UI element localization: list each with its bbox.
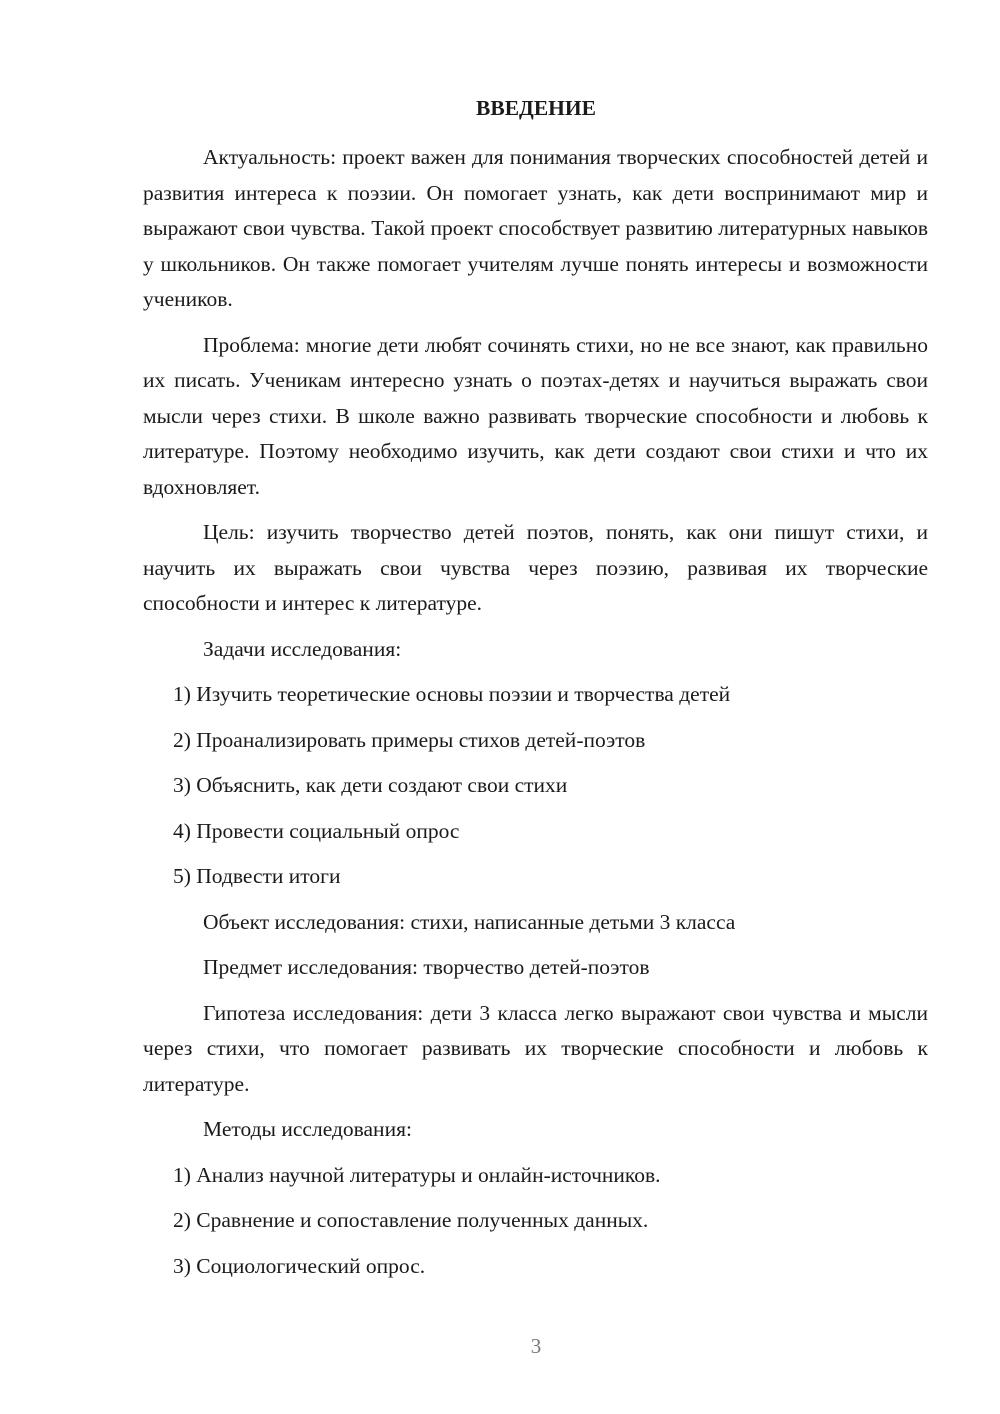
relevance-paragraph: Актуальность: проект важен для понимания творческих способностей детей и развития интереса к поэзии. Он помогает узнать, как дети воспринимают мир и выражают свои чувства. Такой проект способствует развитию литературных навыков у школьников. Он также помогает учителям лучше понять интересы и возможности учеников. — [143, 145, 928, 311]
methods-heading: Методы исследования: — [203, 1117, 412, 1141]
object-paragraph: Объект исследования: стихи, написанные детьми 3 класса — [203, 909, 736, 934]
goal-paragraph: Цель: изучить творчество детей поэтов, понять, как они пишут стихи, и научить их выражать свои чувства через поэзию, развивая их творческие способности и интерес к литературе. — [143, 520, 928, 615]
document-body — [143, 140, 928, 1284]
tasks-heading: Задачи исследования: — [203, 636, 402, 661]
page-number: 3 — [530, 1334, 542, 1358]
page-title: ВВЕДЕНИЕ — [476, 96, 596, 120]
method-item: 2) Сравнение и сопоставление полученных данных. — [173, 1208, 649, 1232]
problem-paragraph: Проблема: многие дети любят сочинять стихи, но не все знают, как правильно их писать. Ученикам интересно узнать о поэтах-детях и научиться выражать свои мысли через стихи. В школе важно развивать творческие способности и любовь к литературе. Поэтому необходимо изучить, как дети создают свои стихи и что их вдохновляет. — [143, 332, 928, 499]
task-item: 3) Объяснить, как дети создают свои стихи — [173, 773, 568, 797]
subject-paragraph: Предмет исследования: творчество детей-поэтов — [203, 955, 650, 979]
task-item: 4) Провести социальный опрос — [173, 818, 460, 843]
method-item: 1) Анализ научной литературы и онлайн-источников. — [173, 1162, 661, 1187]
task-item: 2) Проанализировать примеры стихов детей-поэтов — [173, 727, 646, 752]
hypothesis-paragraph: Гипотеза исследования: дети 3 класса легко выражают свои чувства и мысли через стихи, что помогает развивать их творческие способности и любовь к литературе. — [143, 1000, 928, 1096]
task-item: 5) Подвести итоги — [173, 864, 341, 888]
task-item: 1) Изучить теоретические основы поэзии и творчества детей — [173, 682, 731, 706]
method-item: 3) Социологический опрос. — [173, 1253, 426, 1278]
